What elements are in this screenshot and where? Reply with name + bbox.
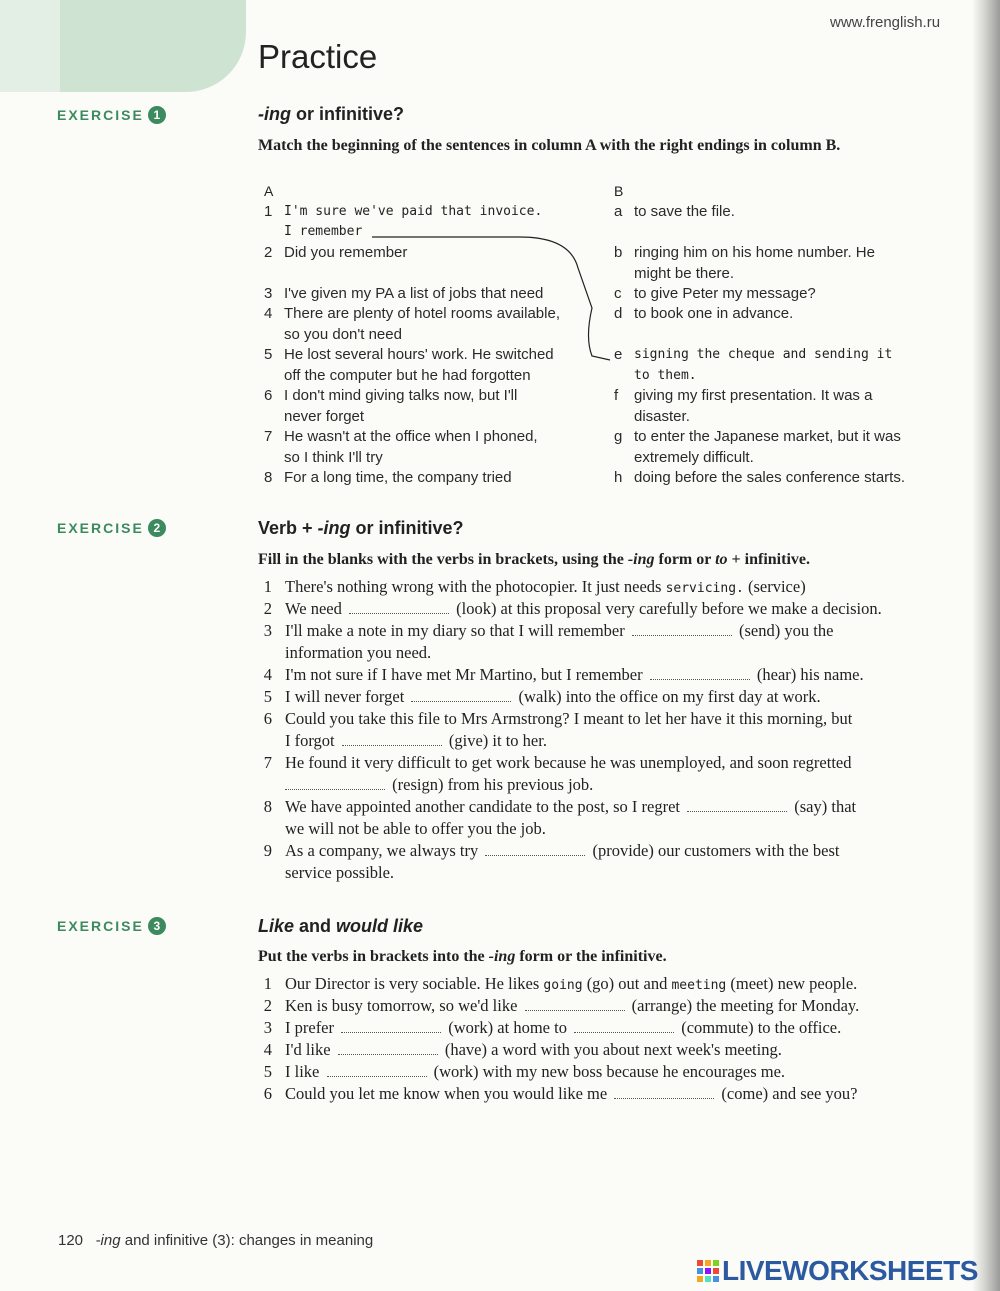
- item-text: (meet) new people.: [726, 974, 858, 993]
- item-text: giving my first presentation. It was a: [634, 387, 873, 404]
- item-number: 2: [263, 996, 272, 1015]
- list-item: [258, 862, 958, 884]
- page-number: 120: [58, 1232, 84, 1249]
- brand-name: LIVEWORKSHEETS: [722, 1255, 978, 1286]
- item-text: I prefer: [285, 1018, 339, 1037]
- list-item: [258, 708, 958, 730]
- item-number: 5: [263, 1062, 272, 1081]
- exercise-label-text: EXERCISE: [57, 918, 144, 934]
- exercise-3-instruction: [258, 947, 958, 967]
- list-item: [264, 202, 604, 223]
- answer-blank[interactable]: [687, 799, 787, 812]
- list-item: [614, 202, 944, 223]
- list-item: [258, 840, 958, 862]
- item-text: There's nothing wrong with the photocopier. It just needs: [285, 577, 666, 596]
- item-number: 9: [263, 841, 272, 860]
- item-text: Could you let me know when you would like me: [285, 1084, 612, 1103]
- page-title: Practice: [258, 38, 378, 75]
- list-item: [258, 664, 958, 686]
- list-item: [614, 448, 944, 469]
- item-text: I forgot: [285, 731, 339, 750]
- exercise-2-list: [258, 576, 958, 896]
- list-item: [614, 407, 944, 428]
- exercise-3-list: [258, 973, 958, 1113]
- item-number: 8: [264, 469, 273, 486]
- list-item: [258, 686, 958, 708]
- list-item: [264, 407, 604, 428]
- list-item: [258, 818, 958, 840]
- exercise-2-label: [57, 519, 166, 537]
- list-item: [614, 386, 944, 407]
- list-item: [264, 448, 604, 469]
- item-text: so I think I'll try: [284, 449, 383, 466]
- item-text: information you need.: [285, 643, 432, 662]
- list-item: [264, 468, 604, 489]
- instruction-text: Fill in the blanks with the verbs in brackets, using the: [258, 551, 628, 568]
- item-text: (provide) our customers with the best: [588, 841, 840, 860]
- item-text: (walk) into the office on my first day at work.: [514, 687, 821, 706]
- column-a-header: A: [264, 183, 274, 199]
- heading-text: or infinitive?: [291, 104, 405, 124]
- item-text: (have) a word with you about next week's meeting.: [440, 1040, 782, 1059]
- heading-text: Verb +: [258, 518, 318, 538]
- column-b-list: [614, 202, 944, 502]
- item-text: ringing him on his home number. He: [634, 244, 875, 261]
- item-text: He found it very difficult to get work because he was unemployed, and soon regretted: [285, 753, 852, 772]
- handwritten-answer: to them.: [634, 368, 697, 383]
- item-text: so you don't need: [284, 326, 402, 343]
- exercise-label-text: EXERCISE: [57, 520, 144, 536]
- item-text: I'd like: [285, 1040, 335, 1059]
- item-text: disaster.: [634, 408, 690, 425]
- exercise-2-instruction: [258, 550, 958, 570]
- list-item: [614, 427, 944, 448]
- list-item: [264, 386, 604, 407]
- item-text: (hear) his name.: [752, 665, 864, 684]
- list-item: [614, 243, 944, 264]
- exercise-3-heading: [258, 916, 423, 937]
- answer-blank[interactable]: [342, 733, 442, 746]
- item-number: 2: [263, 599, 272, 618]
- item-text: to enter the Japanese market, but it was: [634, 428, 901, 445]
- handwritten-answer: going: [543, 978, 583, 993]
- item-number: 1: [264, 203, 273, 220]
- exercise-number-badge: 3: [148, 917, 166, 935]
- item-text: He wasn't at the office when I phoned,: [284, 428, 538, 445]
- answer-blank[interactable]: [327, 1064, 427, 1077]
- item-text: I like: [285, 1062, 324, 1081]
- item-text: to give Peter my message?: [634, 285, 816, 302]
- item-text: (commute) to the office.: [677, 1018, 842, 1037]
- item-text: we will not be able to offer you the job.: [285, 819, 546, 838]
- item-text: Ken is busy tomorrow, so we'd like: [285, 996, 522, 1015]
- match-connector-line: [370, 228, 620, 368]
- item-number: 5: [264, 346, 273, 363]
- item-number: 8: [263, 797, 272, 816]
- list-item: [258, 796, 958, 818]
- answer-blank[interactable]: [525, 998, 625, 1011]
- item-number: 1: [263, 577, 272, 596]
- list-item: [614, 366, 944, 387]
- list-item: [258, 1083, 958, 1105]
- list-item: [258, 598, 958, 620]
- item-number: 7: [264, 428, 273, 445]
- item-text: We have appointed another candidate to the post, so I regret: [285, 797, 685, 816]
- heading-italic: -ing: [258, 104, 291, 124]
- answer-blank[interactable]: [341, 1020, 441, 1033]
- item-text: (resign) from his previous job.: [388, 775, 594, 794]
- handwritten-answer: I remember: [284, 224, 363, 239]
- item-text: As a company, we always try: [285, 841, 483, 860]
- list-item: [614, 264, 944, 285]
- footer-italic: -ing: [95, 1232, 121, 1249]
- exercise-1-label: [57, 106, 166, 124]
- item-text: (arrange) the meeting for Monday.: [627, 996, 860, 1015]
- exercise-number-badge: 2: [148, 519, 166, 537]
- handwritten-answer: signing the cheque and sending it: [634, 347, 893, 362]
- heading-italic: Like: [258, 916, 295, 936]
- answer-blank[interactable]: [349, 601, 449, 614]
- answer-blank[interactable]: [614, 1086, 714, 1099]
- header-tab: [60, 0, 246, 92]
- site-url: www.frenglish.ru: [830, 14, 941, 31]
- handwritten-answer: I'm sure we've paid that invoice.: [284, 204, 543, 219]
- item-text: There are plenty of hotel rooms available,: [284, 305, 560, 322]
- answer-blank[interactable]: [485, 843, 585, 856]
- item-text: extremely difficult.: [634, 449, 754, 466]
- item-letter: c: [614, 285, 622, 302]
- list-item: [258, 576, 958, 598]
- item-number: 1: [263, 974, 272, 993]
- list-item: [258, 995, 958, 1017]
- list-item: [614, 304, 944, 325]
- book-spine-shadow: [972, 0, 1000, 1291]
- exercise-label-text: EXERCISE: [57, 107, 144, 123]
- heading-text: and: [294, 916, 337, 936]
- answer-blank[interactable]: [632, 623, 732, 636]
- list-item: [258, 1039, 958, 1061]
- item-letter: b: [614, 244, 623, 261]
- item-letter: e: [614, 346, 623, 363]
- list-item: [258, 774, 958, 796]
- item-text: He lost several hours' work. He switched: [284, 346, 554, 363]
- instruction-italic: -ing: [627, 551, 655, 568]
- item-number: 3: [264, 285, 273, 302]
- item-number: 6: [263, 1084, 272, 1103]
- list-item: [264, 427, 604, 448]
- item-letter: a: [614, 203, 623, 220]
- answer-blank[interactable]: [338, 1042, 438, 1055]
- list-item: [258, 752, 958, 774]
- exercise-3-label: [57, 917, 166, 935]
- item-text: I'm not sure if I have met Mr Martino, but I remember: [285, 665, 647, 684]
- item-text: (say) that: [790, 797, 857, 816]
- item-text: (service): [743, 577, 806, 596]
- instruction-italic: -ing: [488, 948, 516, 965]
- exercise-1-heading: [258, 104, 404, 125]
- item-text: (send) you the: [734, 621, 834, 640]
- item-text: We need: [285, 599, 346, 618]
- heading-italic: -ing: [317, 518, 351, 538]
- item-text: might be there.: [634, 265, 735, 282]
- item-number: 5: [263, 687, 272, 706]
- list-item: [258, 620, 958, 642]
- item-letter: h: [614, 469, 623, 486]
- item-number: 7: [263, 753, 272, 772]
- handwritten-answer: servicing.: [665, 581, 744, 596]
- exercise-1-instruction: Match the beginning of the sentences in column A with the right endings in column B.: [258, 137, 841, 154]
- list-item: [258, 642, 958, 664]
- item-number: 4: [264, 305, 273, 322]
- item-number: 3: [263, 621, 272, 640]
- item-text: Could you take this file to Mrs Armstrong? I meant to let her have it this morning, but: [285, 709, 853, 728]
- answer-blank[interactable]: [650, 667, 750, 680]
- item-text: I've given my PA a list of jobs that need: [284, 285, 544, 302]
- exercise-number-badge: 1: [148, 106, 166, 124]
- item-number: 2: [264, 244, 273, 261]
- heading-italic: would like: [336, 916, 424, 936]
- list-item: [258, 973, 958, 995]
- item-text: doing before the sales conference starts.: [634, 469, 905, 486]
- exercise-2-heading: [258, 518, 464, 539]
- item-number: 6: [263, 709, 272, 728]
- list-item: [258, 1017, 958, 1039]
- item-number: 4: [263, 1040, 272, 1059]
- liveworksheets-grid-icon: [697, 1260, 719, 1282]
- item-text: I'll make a note in my diary so that I will remember: [285, 621, 629, 640]
- list-item: [614, 284, 944, 305]
- item-text: (work) at home to: [444, 1018, 572, 1037]
- instruction-text: + infinitive.: [727, 551, 810, 568]
- list-item: [614, 345, 944, 366]
- item-text: off the computer but he had forgotten: [284, 367, 531, 384]
- list-item: [258, 730, 958, 752]
- item-letter: g: [614, 428, 623, 445]
- instruction-text: Put the verbs in brackets into the: [258, 948, 489, 965]
- item-text: (work) with my new boss because he encourages me.: [429, 1062, 786, 1081]
- list-item: [258, 1061, 958, 1083]
- item-number: 4: [263, 665, 272, 684]
- page-footer: [58, 1232, 373, 1249]
- handwritten-answer: meeting: [671, 978, 727, 993]
- item-text: (give) it to her.: [444, 731, 547, 750]
- item-text: never forget: [284, 408, 365, 425]
- item-letter: d: [614, 305, 623, 322]
- item-text: For a long time, the company tried: [284, 469, 512, 486]
- footer-text: and infinitive (3): changes in meaning: [120, 1232, 374, 1249]
- instruction-text: form or the infinitive.: [515, 948, 667, 965]
- list-item: [264, 366, 604, 387]
- item-text: service possible.: [285, 863, 395, 882]
- item-text: (go) out and: [582, 974, 672, 993]
- liveworksheets-logo: [697, 1255, 978, 1287]
- item-number: 3: [263, 1018, 272, 1037]
- item-number: 6: [264, 387, 273, 404]
- instruction-italic: to: [715, 551, 728, 568]
- item-text: to book one in advance.: [634, 305, 794, 322]
- item-text: (come) and see you?: [717, 1084, 858, 1103]
- answer-blank[interactable]: [411, 689, 511, 702]
- instruction-text: form or: [654, 551, 716, 568]
- column-b-header: B: [614, 183, 624, 199]
- heading-text: or infinitive?: [350, 518, 464, 538]
- answer-blank[interactable]: [285, 777, 385, 790]
- item-text: I will never forget: [285, 687, 409, 706]
- item-text: Our Director is very sociable. He likes: [285, 974, 544, 993]
- item-text: (look) at this proposal very carefully before we make a decision.: [451, 599, 882, 618]
- answer-blank[interactable]: [574, 1020, 674, 1033]
- list-item: [614, 468, 944, 489]
- item-text: Did you remember: [284, 244, 408, 261]
- item-text: to save the file.: [634, 203, 735, 220]
- item-letter: f: [614, 387, 619, 404]
- item-text: I don't mind giving talks now, but I'll: [284, 387, 518, 404]
